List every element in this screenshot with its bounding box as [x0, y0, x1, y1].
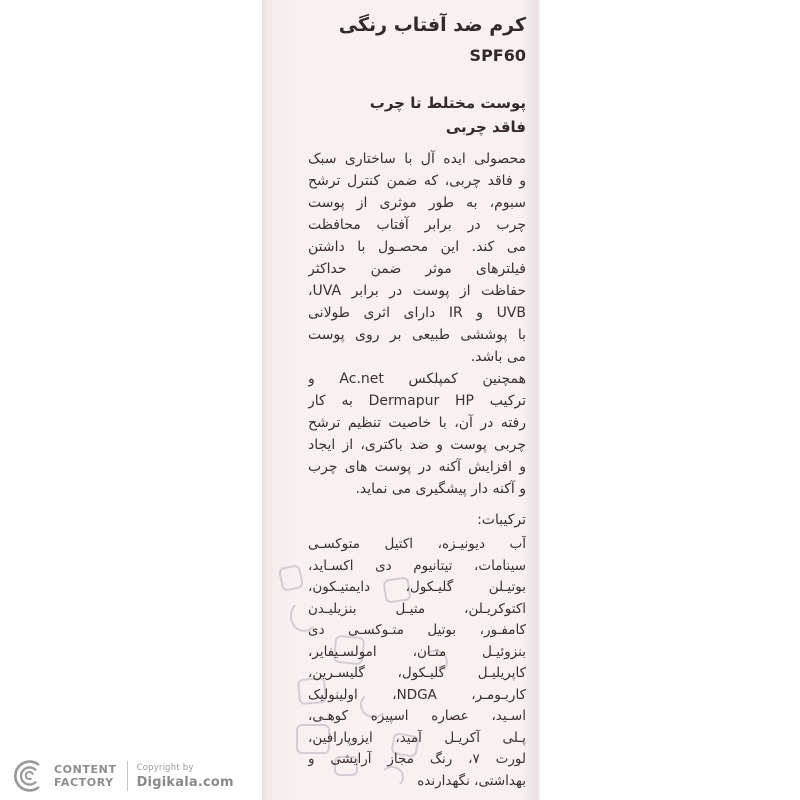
- ingredients-heading: ترکیبات:: [477, 512, 526, 528]
- ingredients-line: لورت ۷، رنگ مجاز آرایشی و: [308, 751, 526, 767]
- description-line: UVB و IR دارای اثری طولانی: [308, 305, 526, 321]
- complex-line: رفته در آن، با خاصیت تنظیم ترشح: [308, 415, 526, 431]
- complex-line: چربی پوست و ضد باکتری، از ایجاد: [308, 437, 526, 453]
- skin-type-line: فاقد چربی: [445, 118, 526, 136]
- content-factory-logo-icon: [12, 758, 48, 794]
- description-line: سبوم، به طور موثری از پوست: [308, 195, 526, 211]
- ingredients-line: بهداشتی، نگهدارنده: [417, 772, 526, 789]
- spf-rating: SPF60: [469, 46, 526, 65]
- ingredients-line: کامفـور، بوتیل متـوکسـی دی: [308, 622, 526, 638]
- ingredients-line: آب دیونیـزه، اکتیل متوکسـی: [308, 536, 526, 552]
- brand-line: FACTORY: [54, 776, 114, 789]
- ingredients-line: سینامات، تیتانیوم دی اکسـاید،: [308, 557, 526, 574]
- ingredients-line: پـلی آکریـل آمید، ایزوپارافین،: [308, 729, 526, 746]
- ingredients-line: کاپریلیـل گلیـکول، گلیسـرین،: [308, 665, 526, 681]
- description-line: و فاقد چربی، که ضمن کنترل ترشح: [308, 173, 526, 189]
- digikala-site-label: Digikala.com: [136, 774, 234, 790]
- content-factory-wordmark: [54, 763, 117, 789]
- description-line: حفاظت از پوست در برابر UVA،: [308, 283, 526, 299]
- ingredients-section: [308, 508, 526, 792]
- label-heading: [308, 14, 526, 139]
- description-line: فیلترهای موثر ضمن حداکثر: [308, 261, 526, 277]
- description-paragraphs: [308, 148, 526, 500]
- skin-type: [308, 91, 526, 139]
- complex-line: و آکنه دار پیشگیری می نماید.: [355, 481, 526, 497]
- ingredients-line: بنزوئیـل متـان، امولسـیفایر،: [308, 643, 526, 660]
- skin-type-line: پوست مختلط تا چرب: [369, 94, 526, 112]
- copyright-label: Copyright by: [136, 762, 194, 773]
- ingredients-line: کاربـومـر، NDGA، اولینولیک: [308, 686, 526, 703]
- description-line: می باشد.: [470, 349, 526, 365]
- brand-line: CONTENT: [54, 763, 117, 776]
- description-line: با پوششی طبیعی بر روی پوست: [308, 327, 526, 343]
- complex-line: ترکیب Dermapur HP به کار: [308, 393, 526, 409]
- complex-line: و افزایش آکنه در پوست های چرب: [308, 459, 526, 475]
- product-title: کرم ضد آفتاب رنگی: [338, 14, 526, 36]
- description-line: چرب در برابر آفتاب محافظت: [308, 217, 526, 233]
- ingredients-line: اسـید، عصاره اسپیره کوهـی،: [308, 708, 526, 724]
- ingredients-line: اکتوکریـلن، متیـل بنزیلیـدن: [308, 600, 526, 617]
- complex-line: همچنین کمپلکس Ac.net و: [308, 371, 526, 387]
- product-box: [262, 0, 540, 800]
- description-line: می کند. این محصـول با داشتن: [308, 239, 526, 255]
- content-factory-watermark: [12, 756, 234, 796]
- description-line: محصولی ایده آل با ساختاری سبک: [308, 151, 526, 167]
- footer-divider: [127, 761, 128, 791]
- copyright-block: [137, 763, 234, 790]
- label-text: [262, 0, 540, 800]
- ingredients-line: بوتیـلن گلیـکول، دایمتیـکون،: [308, 579, 526, 595]
